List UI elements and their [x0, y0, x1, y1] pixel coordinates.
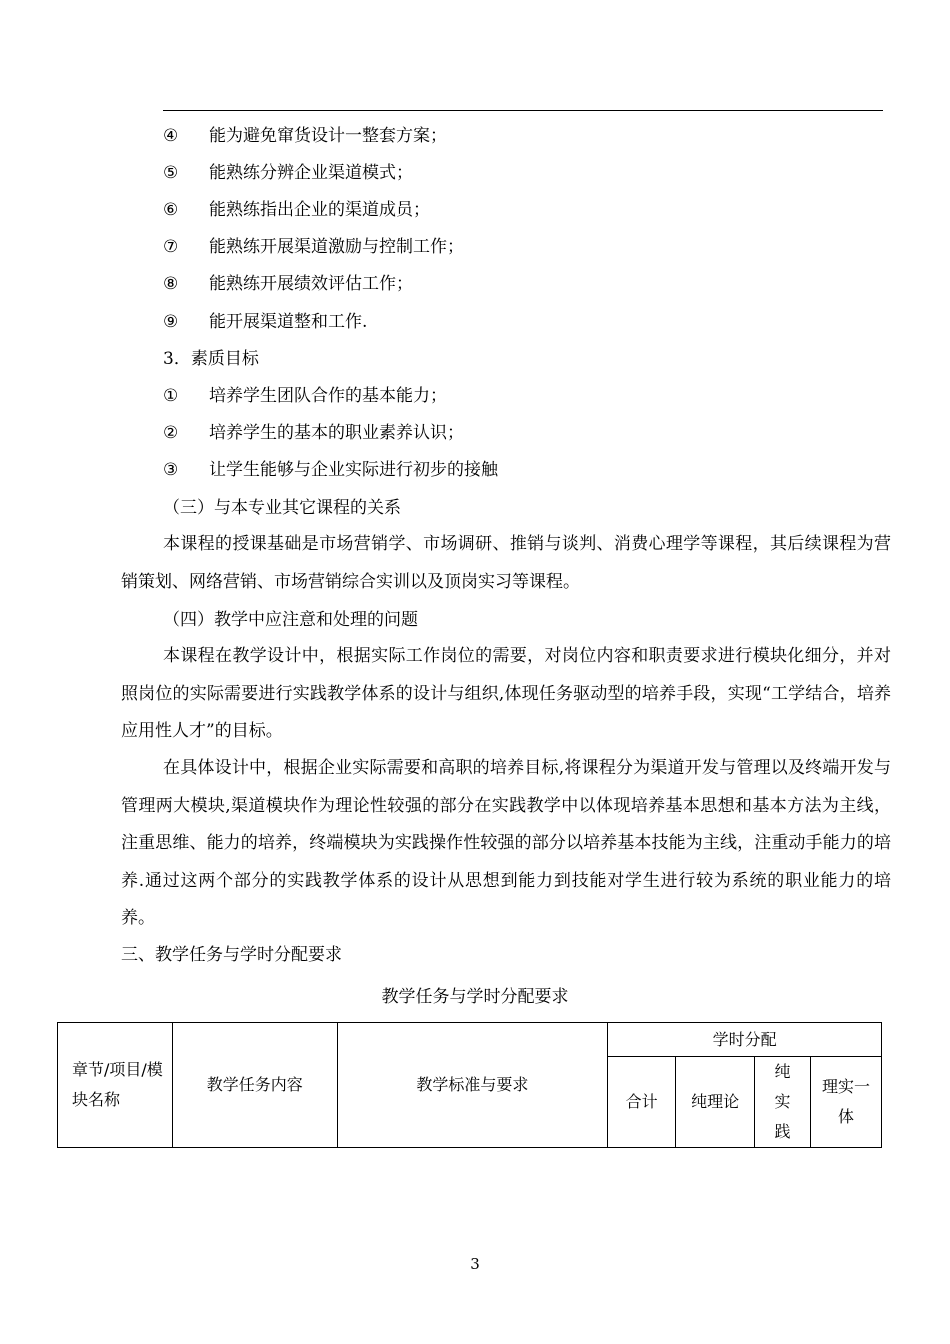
- header-theory: 纯理论: [676, 1057, 755, 1148]
- list-number: ①: [163, 386, 179, 406]
- list-item: 能熟练指出企业的渠道成员；: [209, 200, 430, 220]
- list-item: 能开展渠道整和工作.: [209, 312, 368, 332]
- list-number: ③: [163, 460, 179, 480]
- heading-issues: （四）教学中应注意和处理的问题: [163, 610, 418, 630]
- list-item: 能熟练开展渠道激励与控制工作；: [209, 237, 464, 257]
- header-total: 合计: [608, 1057, 676, 1148]
- paragraph-issues-1: 本课程在教学设计中，根据实际工作岗位的需要，对岗位内容和职责要求进行模块化细分，并对照岗位的实际需要进行实践教学体系的设计与组织,体现任务驱动型的培养手段，实现“工学结合，培养应用性人才”的目标。: [121, 646, 891, 741]
- header-rule: [163, 110, 883, 111]
- section-title: 三、教学任务与学时分配要求: [121, 945, 342, 965]
- page-number: 3: [470, 1255, 480, 1273]
- list-item: 培养学生的基本的职业素养认识；: [209, 423, 464, 443]
- list-number: ⑥: [163, 200, 179, 220]
- header-chapter: 章节/项目/模块名称: [58, 1023, 173, 1148]
- heading-relations: （三）与本专业其它课程的关系: [163, 498, 401, 518]
- table-caption: 教学任务与学时分配要求: [381, 987, 569, 1007]
- header-hours: 学时分配: [608, 1023, 882, 1057]
- list-number: ⑨: [163, 312, 179, 332]
- paragraph-relations: 本课程的授课基础是市场营销学、市场调研、推销与谈判、消费心理学等课程，其后续课程为营销策划、网络营销、市场营销综合实训以及顶岗实习等课程。: [121, 534, 891, 592]
- list-item: 让学生能够与企业实际进行初步的接触: [209, 460, 498, 480]
- list-number: ⑧: [163, 274, 179, 294]
- header-standard: 教学标准与要求: [337, 1023, 608, 1148]
- hours-table: [57, 1022, 882, 1148]
- list-number: ⑤: [163, 163, 179, 183]
- header-integrated: 理实一体: [811, 1057, 882, 1148]
- list-number: ②: [163, 423, 179, 443]
- header-practice: 纯实践: [755, 1057, 811, 1148]
- section-subtitle: 3．素质目标: [163, 349, 259, 369]
- list-item: 培养学生团队合作的基本能力；: [209, 386, 447, 406]
- header-content: 教学任务内容: [172, 1023, 337, 1148]
- paragraph-issues-2: 在具体设计中，根据企业实际需要和高职的培养目标,将课程分为渠道开发与管理以及终端开发与管理两大模块,渠道模块作为理论性较强的部分在实践教学中以体现培养基本思想和基本方法为主线，注重思维、能力的培养，终端模块为实践操作性较强的部分以培养基本技能为主线，注重动手能力的培养.通过这两个部分的实践教学体系的设计从思想到能力到技能对学生进行较为系统的职业能力的培养。: [121, 758, 891, 928]
- list-number: ④: [163, 126, 179, 146]
- list-item: 能熟练开展绩效评估工作；: [209, 274, 413, 294]
- list-item: 能熟练分辨企业渠道模式；: [209, 163, 413, 183]
- list-number: ⑦: [163, 237, 179, 257]
- list-item: 能为避免窜货设计一整套方案；: [209, 126, 447, 146]
